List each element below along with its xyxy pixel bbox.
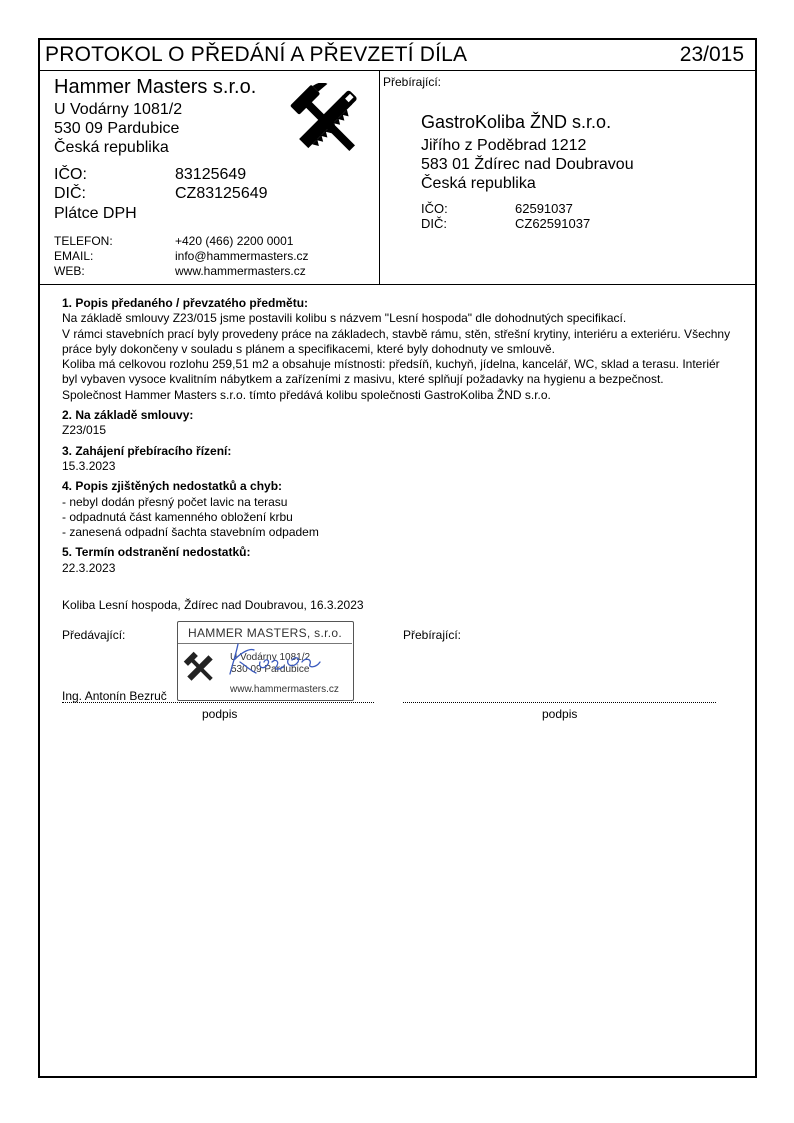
- receiving-label: Přebírající:: [403, 628, 462, 642]
- receiver-block: [380, 71, 755, 284]
- stamp-title: HAMMER MASTERS, s.r.o.: [178, 622, 352, 644]
- section-4-title: 4. Popis zjištěných nedostatků a chyb:: [62, 479, 283, 494]
- phone-label: TELEFON:: [54, 234, 113, 248]
- parties-block: [40, 71, 755, 285]
- supplier-dic: CZ83125649: [175, 185, 268, 202]
- receiver-ico-label: IČO:: [421, 201, 448, 216]
- place-date: Koliba Lesní hospoda, Ždírec nad Doubravou, 16.3.2023: [62, 598, 364, 612]
- section-4: [62, 479, 752, 540]
- section-1-title: 1. Popis předaného / převzatého předmětu:: [62, 296, 309, 310]
- document-title: PROTOKOL O PŘEDÁNÍ A PŘEVZETÍ DÍLA: [45, 43, 468, 66]
- web-value: www.hammermasters.cz: [175, 264, 306, 278]
- section-5: [62, 545, 752, 576]
- phone-value: +420 (466) 2200 0001: [175, 234, 294, 248]
- signature-caption-right: podpis: [542, 707, 578, 721]
- supplier-city: 530 09 Pardubice: [54, 120, 180, 137]
- receiver-city: 583 01 Ždírec nad Doubravou: [421, 156, 634, 173]
- section-3: [62, 444, 752, 475]
- handing-over-label: Předávající:: [62, 628, 126, 642]
- receiver-label: Přebírající:: [383, 75, 442, 89]
- supplier-ico: 83125649: [175, 166, 247, 183]
- signature-caption-left: podpis: [202, 707, 238, 721]
- signature-line-left: [62, 702, 374, 703]
- supplier-ico-label: IČO:: [54, 166, 87, 183]
- signature-line-right: [403, 702, 716, 703]
- web-label: WEB:: [54, 264, 85, 278]
- section-1-text: Na základě smlouvy Z23/015 jsme postavili kolibu s názvem "Lesní hospoda" dle dohodnutých specifikací.: [62, 311, 627, 326]
- supplier-street: U Vodárny 1081/2: [54, 101, 183, 118]
- defect-item: - odpadnutá část kamenného obložení krbu: [62, 509, 293, 524]
- defect-item: - nebyl dodán přesný počet laviс na terasu: [62, 494, 288, 509]
- supplier-vat-status: Plátce DPH: [54, 205, 137, 222]
- section-1-text: práce byly dokončeny v souladu s plánem a specifikacemi, které byly dohodnuty ve smlouvě.: [62, 341, 555, 356]
- section-1: [62, 296, 752, 403]
- receiver-dic: CZ62591037: [515, 216, 591, 231]
- protocol-body: [62, 296, 752, 581]
- stamp-address-street: U Vodárny 1081/2: [230, 652, 311, 663]
- document-number: 23/015: [679, 43, 744, 66]
- section-5-title: 5. Termín odstranění nedostatků:: [62, 545, 251, 560]
- section-1-text: Společnost Hammer Masters s.r.o. tímto předává kolibu společnosti GastroKoliba ŽND s.r.o.: [62, 387, 551, 402]
- section-3-title: 3. Zahájení přebíracího řízení:: [62, 443, 232, 458]
- supplier-dic-label: DIČ:: [54, 185, 86, 202]
- signer-name: Ing. Antonín Bezruč: [62, 689, 167, 703]
- section-1-text: Koliba má celkovou rozlohu 259,51 m2 a obsahuje místnosti: předsíň, kuchyň, jídelna, kancelář, WC, sklad a terasu. Interiér: [62, 357, 720, 372]
- receiver-name: GastroKoliba ŽND s.r.o.: [421, 112, 612, 132]
- crossed-hammer-saw-icon: [286, 83, 366, 161]
- receiver-dic-label: DIČ:: [421, 216, 447, 231]
- stamp-address-city: 530 09 Pardubice: [231, 664, 310, 675]
- receiver-ico: 62591037: [515, 201, 573, 216]
- receiver-country: Česká republika: [421, 175, 536, 192]
- defect-item: - zanesená odpadní šachta stavebním odpadem: [62, 525, 319, 540]
- section-2-title: 2. Na základě smlouvy:: [62, 408, 194, 423]
- section-1-text: V rámci stavebních prací byly provedeny práce na základech, stavbě rámu, stěn, střešní krytiny, interiéru a exteriéru. Všechny: [62, 326, 731, 341]
- fix-deadline: 22.3.2023: [62, 560, 116, 575]
- supplier-block: [40, 71, 380, 284]
- section-1-text: byl vybaven vysoce kvalitním nábytkem a zařízeními z masivu, které splňují požadavky na hygienu a bezpečnost.: [62, 372, 664, 387]
- crossed-hammer-saw-icon: [182, 650, 218, 686]
- handwritten-signature: [220, 640, 340, 680]
- start-date: 15.3.2023: [62, 458, 116, 473]
- receiver-street: Jiřího z Poděbrad 1212: [421, 137, 587, 154]
- supplier-country: Česká republika: [54, 139, 169, 156]
- stamp-web: www.hammermasters.cz: [230, 684, 339, 695]
- email-value: info@hammermasters.cz: [175, 249, 309, 263]
- title-row: [40, 40, 755, 71]
- email-label: EMAIL:: [54, 249, 94, 263]
- protocol-document: [38, 38, 757, 1078]
- section-2: [62, 408, 752, 439]
- supplier-name: Hammer Masters s.r.o.: [54, 76, 257, 98]
- contract-number: Z23/015: [62, 423, 107, 438]
